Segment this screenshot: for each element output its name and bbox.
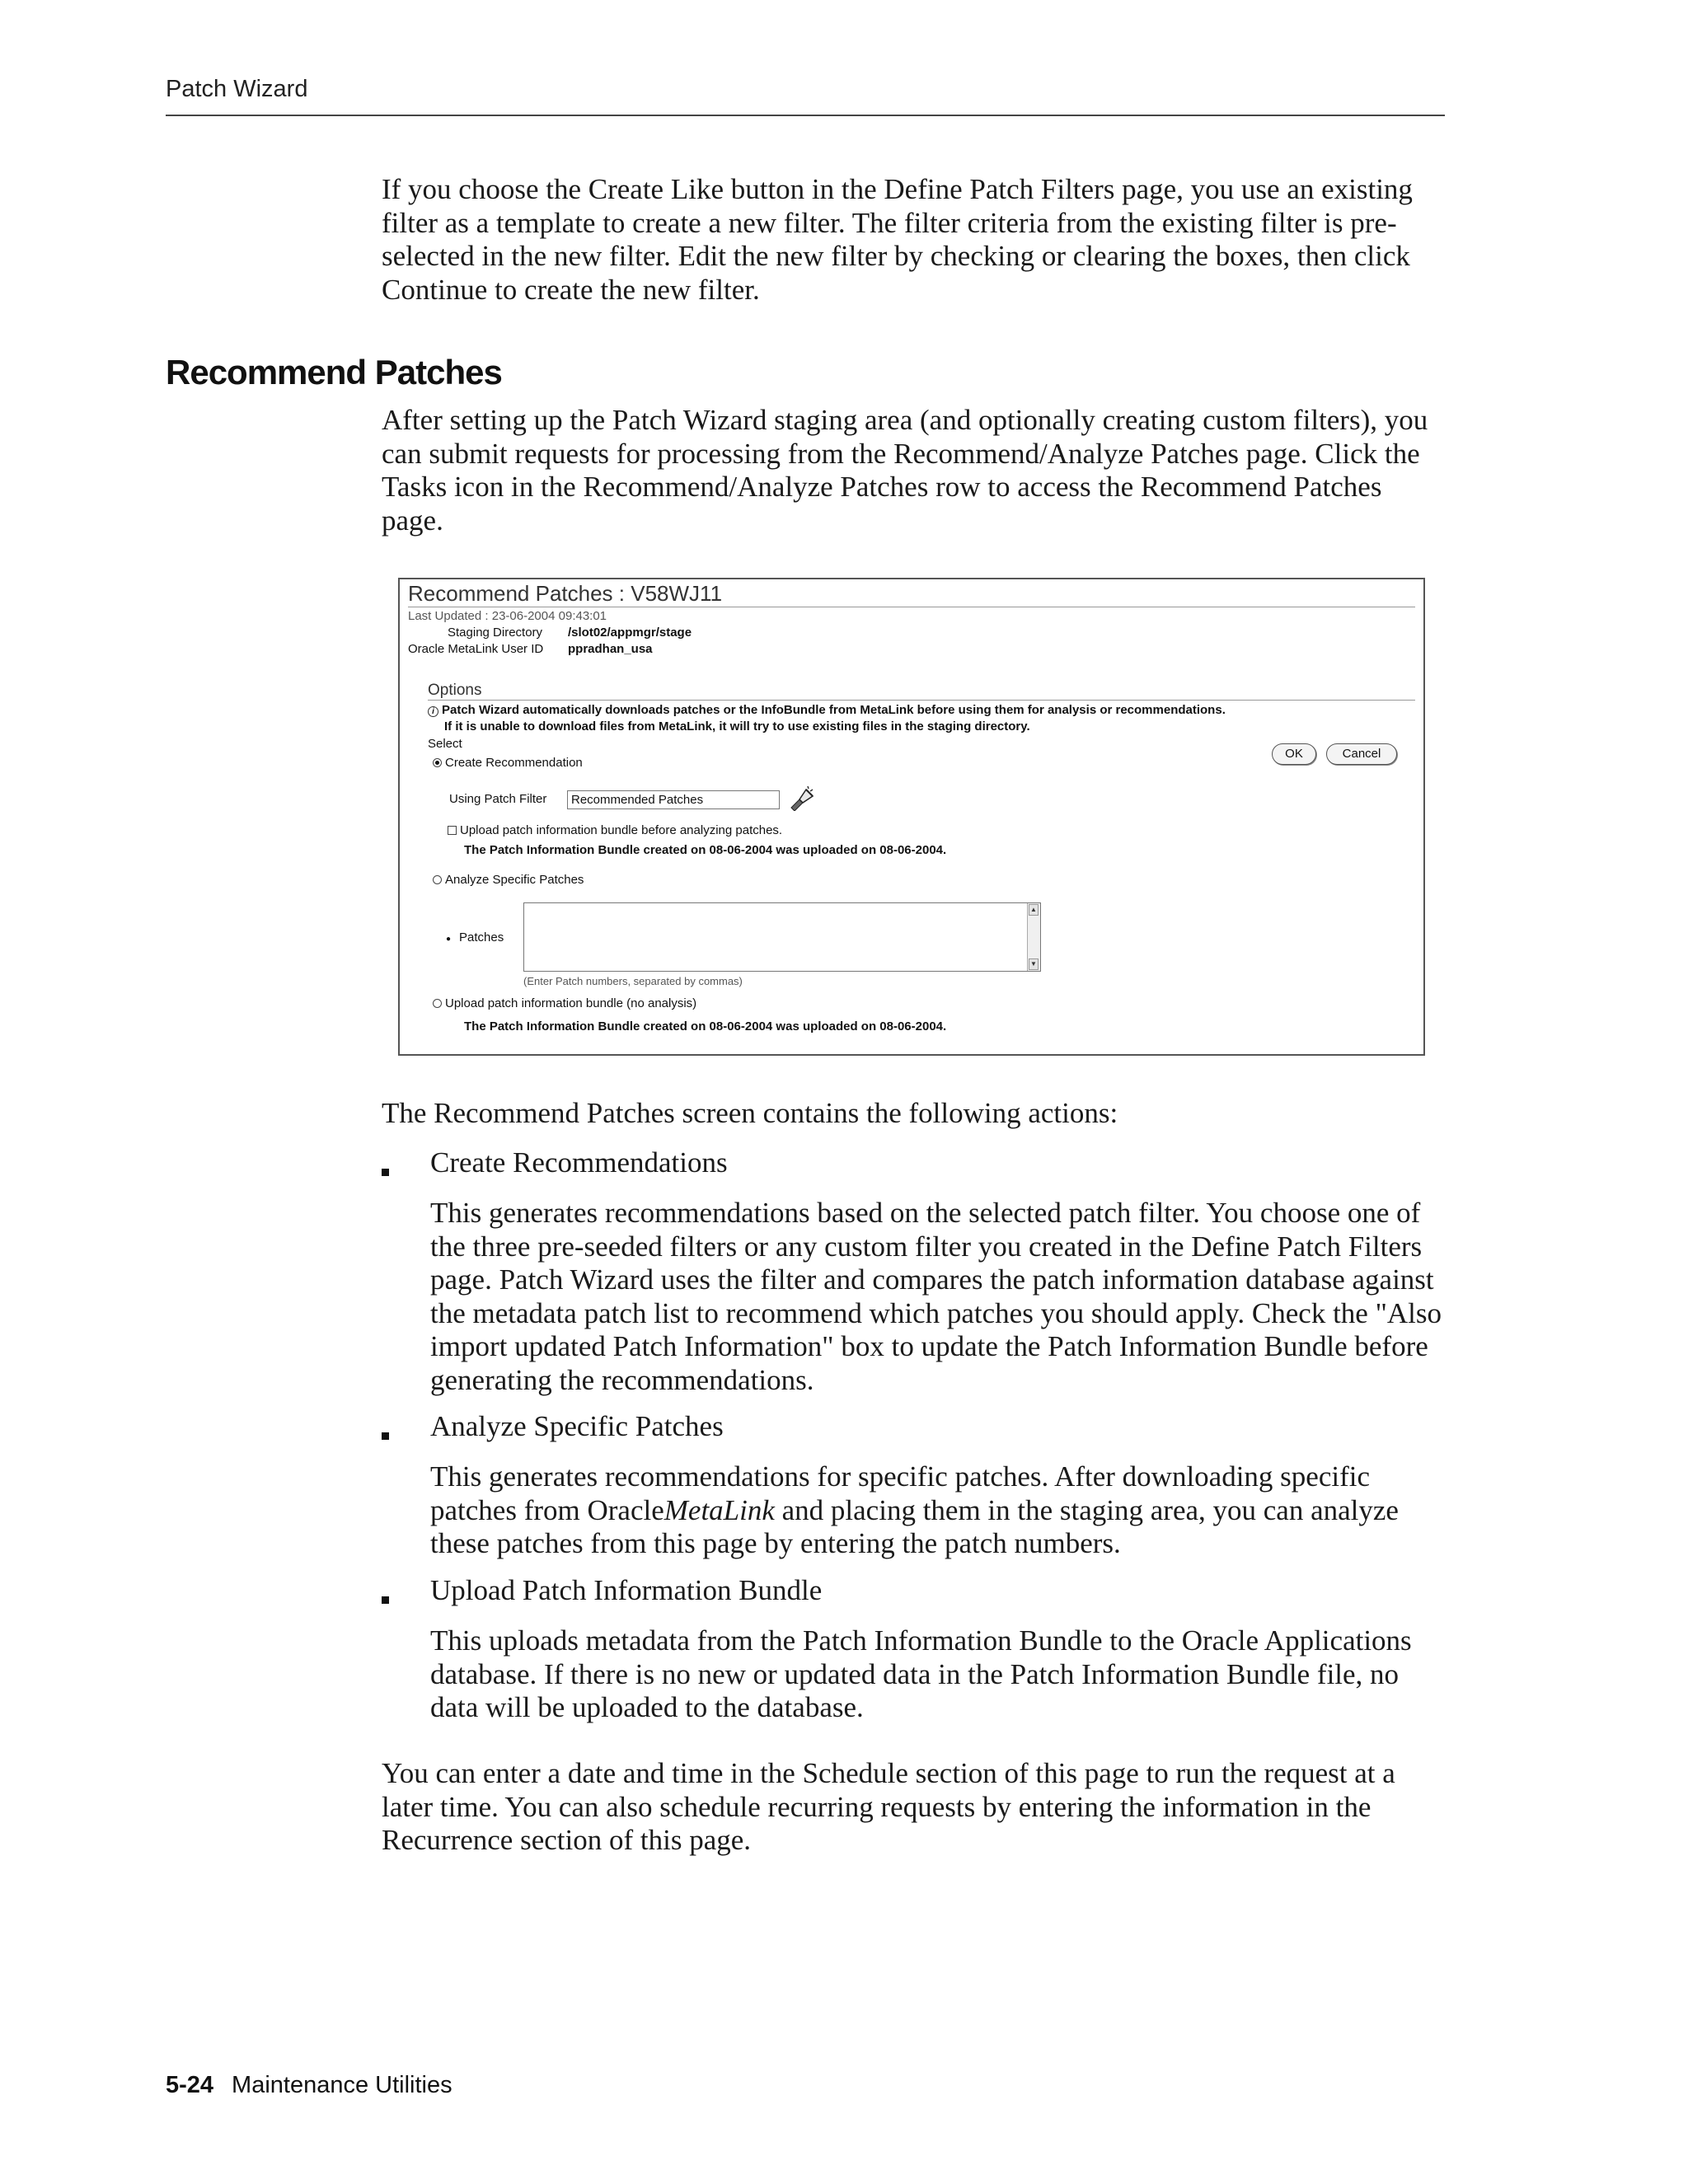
info-line-1 — [428, 703, 1226, 717]
create-recommendation-radio[interactable] — [433, 758, 442, 767]
bundle-status-2: The Patch Information Bundle created on 08-06-2004 was uploaded on 08-06-2004. — [464, 1019, 947, 1033]
create-recommendation-label: Create Recommendation — [445, 756, 583, 770]
page-footer — [166, 2072, 452, 2099]
scroll-down-icon[interactable]: ▼ — [1029, 958, 1039, 970]
action-1-description-block — [430, 1197, 1449, 1397]
actions-intro-block — [382, 1097, 1449, 1131]
scroll-up-icon[interactable]: ▲ — [1029, 904, 1039, 916]
info-icon: i — [428, 706, 438, 717]
section-heading: Recommend Patches — [166, 353, 502, 391]
patches-label: Patches — [459, 930, 504, 944]
patch-filter-input[interactable]: Recommended Patches — [567, 790, 780, 809]
actions-intro: The Recommend Patches screen contains the following actions: — [382, 1097, 1118, 1129]
required-bullet-icon: ● — [446, 935, 452, 944]
action-2-desc-start: This generates recommendations for specific patches. After downloading specific patches from Oracle — [430, 1460, 1371, 1526]
screenshot-title: Recommend Patches : V58WJ11 — [408, 581, 723, 606]
closing-paragraph: You can enter a date and time in the Schedule section of this page to run the request at a later time. You can also schedule recurring requests by entering the information in the Recurrence section of this page. — [382, 1757, 1395, 1856]
patches-hint: (Enter Patch numbers, separated by commas) — [523, 975, 743, 987]
upload-before-checkbox[interactable] — [448, 826, 457, 835]
action-2-description-block — [430, 1460, 1449, 1561]
analyze-specific-option[interactable] — [433, 873, 584, 887]
analyze-specific-radio[interactable] — [433, 875, 442, 884]
cancel-button[interactable]: Cancel — [1326, 743, 1397, 765]
patches-textarea[interactable] — [523, 902, 1041, 972]
action-title: Analyze Specific Patches — [430, 1410, 724, 1442]
header-rule — [166, 115, 1445, 116]
upload-no-analysis-label: Upload patch information bundle (no analysis) — [445, 996, 697, 1010]
upload-before-option[interactable] — [448, 823, 782, 837]
action-3-description-block — [430, 1624, 1449, 1725]
page-number: 5-24 — [166, 2072, 214, 2098]
bullet-icon — [382, 1596, 389, 1604]
metalink-user-value: ppradhan_usa — [568, 642, 653, 656]
action-3-title-block — [430, 1574, 1449, 1608]
using-patch-filter-label: Using Patch Filter — [449, 792, 547, 806]
patches-scrollbar[interactable] — [1027, 903, 1040, 971]
info-line-2: If it is unable to download files from MetaLink, it will try to use existing files in the staging directory. — [444, 719, 1030, 733]
recommend-patches-screenshot — [398, 578, 1425, 1056]
book-title: Maintenance Utilities — [232, 2072, 452, 2098]
metalink-emphasis: MetaLink — [663, 1493, 775, 1526]
running-head: Patch Wizard — [166, 76, 308, 102]
action-2-desc-end: and placing them in the staging area, you can analyze these patches from this page by entering the patch numbers. — [430, 1493, 1399, 1559]
select-label: Select — [428, 737, 462, 751]
analyze-specific-label: Analyze Specific Patches — [445, 873, 584, 887]
upload-before-label: Upload patch information bundle before analyzing patches. — [460, 823, 783, 837]
metalink-user-label: Oracle MetaLink User ID — [408, 642, 544, 656]
section-intro-block — [382, 404, 1449, 537]
ok-button[interactable]: OK — [1272, 743, 1316, 765]
bullet-icon — [382, 1169, 389, 1176]
action-description — [430, 1460, 1449, 1561]
staging-directory-label: Staging Directory — [448, 626, 543, 640]
action-2-title-block — [430, 1410, 1449, 1444]
staging-directory-value: /slot02/appmgr/stage — [568, 626, 692, 640]
intro-block — [382, 173, 1449, 307]
action-description: This uploads metadata from the Patch Information Bundle to the Oracle Applications database. If there is no new or updated data in the Patch Information Bundle file, no data will be uploaded to the database. — [430, 1624, 1412, 1723]
last-updated: Last Updated : 23-06-2004 09:43:01 — [408, 609, 607, 623]
bullet-icon — [382, 1432, 389, 1440]
options-rule — [428, 700, 1415, 701]
create-recommendation-option[interactable] — [433, 756, 583, 770]
section-intro-paragraph: After setting up the Patch Wizard staging area (and optionally creating custom filters), you can submit requests for processing from the Recommend/Analyze Patches page. Click the Tasks icon in the Recommend/Analyze Patches row to access the Recommend Patches page. — [382, 404, 1428, 537]
info-line-1-text: Patch Wizard automatically downloads patches or the InfoBundle from MetaLink before using them for analysis or recommendations. — [442, 703, 1226, 717]
upload-no-analysis-radio[interactable] — [433, 999, 442, 1008]
options-heading: Options — [428, 682, 482, 699]
action-title: Create Recommendations — [430, 1146, 728, 1179]
patches-label-row — [446, 930, 504, 944]
bundle-status-1: The Patch Information Bundle created on 08-06-2004 was uploaded on 08-06-2004. — [464, 843, 947, 857]
upload-no-analysis-option[interactable] — [433, 996, 696, 1010]
action-1-title-block — [430, 1146, 1449, 1180]
closing-block — [382, 1757, 1449, 1858]
intro-paragraph: If you choose the Create Like button in the Define Patch Filters page, you use an existing filter as a template to create a new filter. The filter criteria from the existing filter is pre-selected in the new filter. Edit the new filter by checking or clearing the boxes, then click Continue to create the new filter. — [382, 173, 1413, 306]
action-title: Upload Patch Information Bundle — [430, 1574, 823, 1606]
action-description: This generates recommendations based on the selected patch filter. You choose one of the three pre-seeded filters or any custom filter you created in the Define Patch Filters page. Patch Wizard uses the filter and compares the patch information database against the metadata patch list to recommend which patches you should apply. Check the "Also import updated Patch Information" box to update the Patch Information Bundle before generating the recommendations. — [430, 1197, 1442, 1396]
flashlight-search-icon[interactable] — [788, 785, 814, 811]
